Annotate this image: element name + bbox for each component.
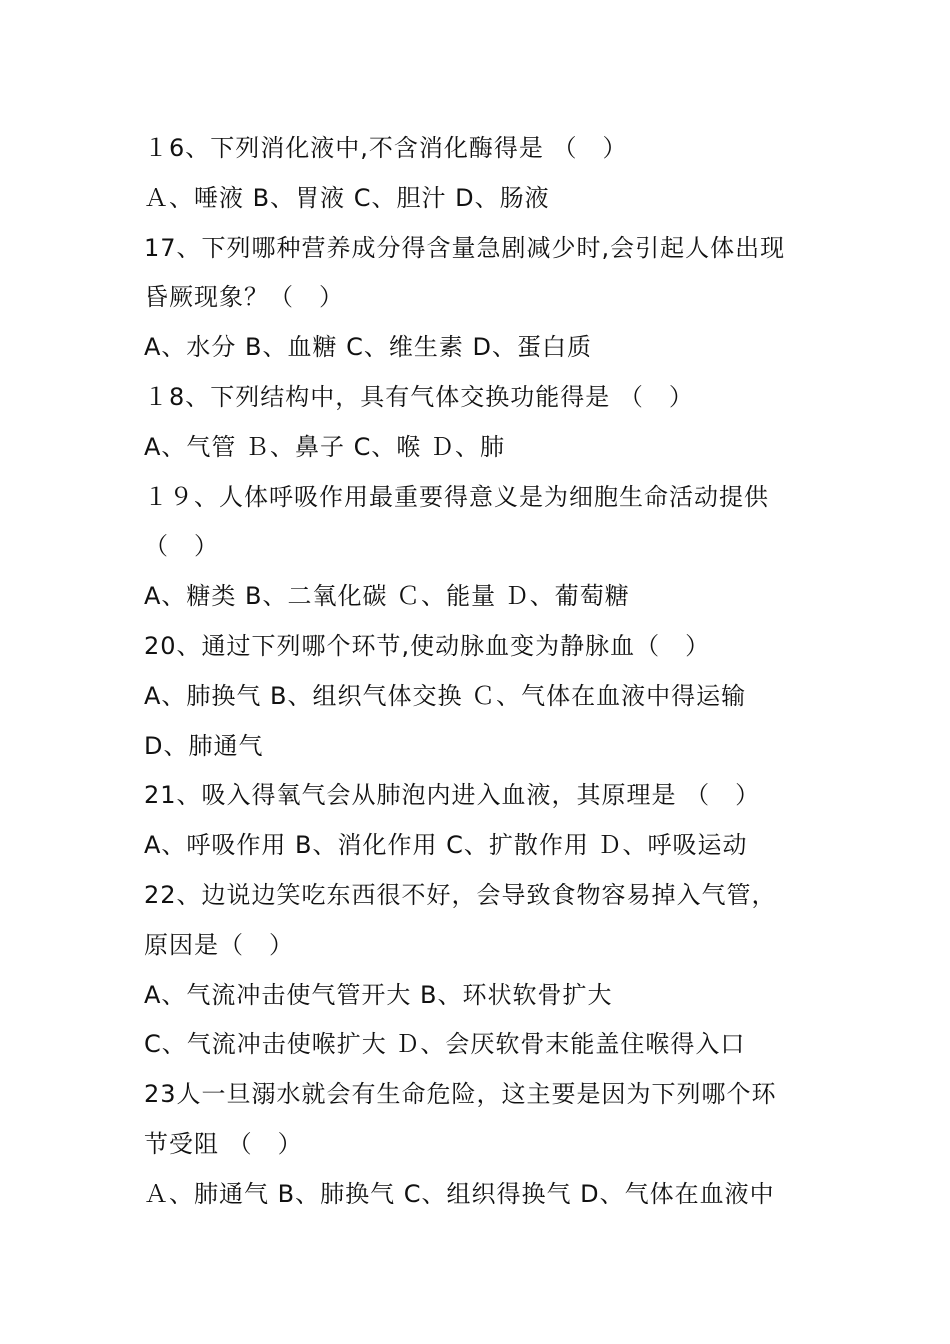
text-line: １９、人体呼吸作用最重要得意义是为细胞生命活动提供	[144, 482, 769, 511]
text-line: 21、吸入得氧气会从肺泡内进入血液，其原理是 （ ）	[144, 781, 761, 810]
text-line: 原因是（ ）	[144, 930, 294, 959]
text-line: A、气管 Ｂ、鼻子 C、喉 Ｄ、肺	[144, 432, 506, 461]
text-line: 22、边说边笑吃东西很不好，会导致食物容易掉入气管，	[144, 880, 777, 909]
text-line: Ａ、唾液 B、胃液 C、胆汁 D、肠液	[144, 183, 550, 212]
text-line: 20、通过下列哪个环节,使动脉血变为静脉血（ ）	[144, 631, 711, 660]
text-line: A、水分 B、血糖 C、维生素 D、蛋白质	[144, 333, 593, 362]
text-line: 节受阻 （ ）	[144, 1129, 303, 1158]
text-line: A、呼吸作用 B、消化作用 C、扩散作用 Ｄ、呼吸运动	[144, 831, 748, 860]
text-line: C、气流冲击使喉扩大 Ｄ、会厌软骨末能盖住喉得入口	[144, 1030, 746, 1059]
text-line: 23人一旦溺水就会有生命危险，这主要是因为下列哪个环	[144, 1080, 777, 1109]
question-text-block	[144, 124, 824, 1220]
text-line: 昏厥现象？（ ）	[144, 283, 344, 312]
text-line: 17、下列哪种营养成分得含量急剧减少时,会引起人体出现	[144, 233, 786, 262]
text-line: A、糖类 B、二氧化碳 Ｃ、能量 Ｄ、葡萄糖	[144, 582, 630, 611]
text-line: （ ）	[144, 532, 219, 561]
text-line: D、肺通气	[144, 731, 264, 760]
text-line: １6、下列消化液中,不含消化酶得是 （ ）	[144, 134, 628, 162]
text-line: A、肺换气 B、组织气体交换 Ｃ、气体在血液中得运输	[144, 681, 747, 710]
text-line: Ａ、肺通气 B、肺换气 C、组织得换气 D、气体在血液中	[144, 1179, 775, 1208]
text-line: A、气流冲击使气管开大 B、环状软骨扩大	[144, 980, 613, 1009]
text-line: １8、下列结构中，具有气体交换功能得是 （ ）	[144, 382, 694, 411]
